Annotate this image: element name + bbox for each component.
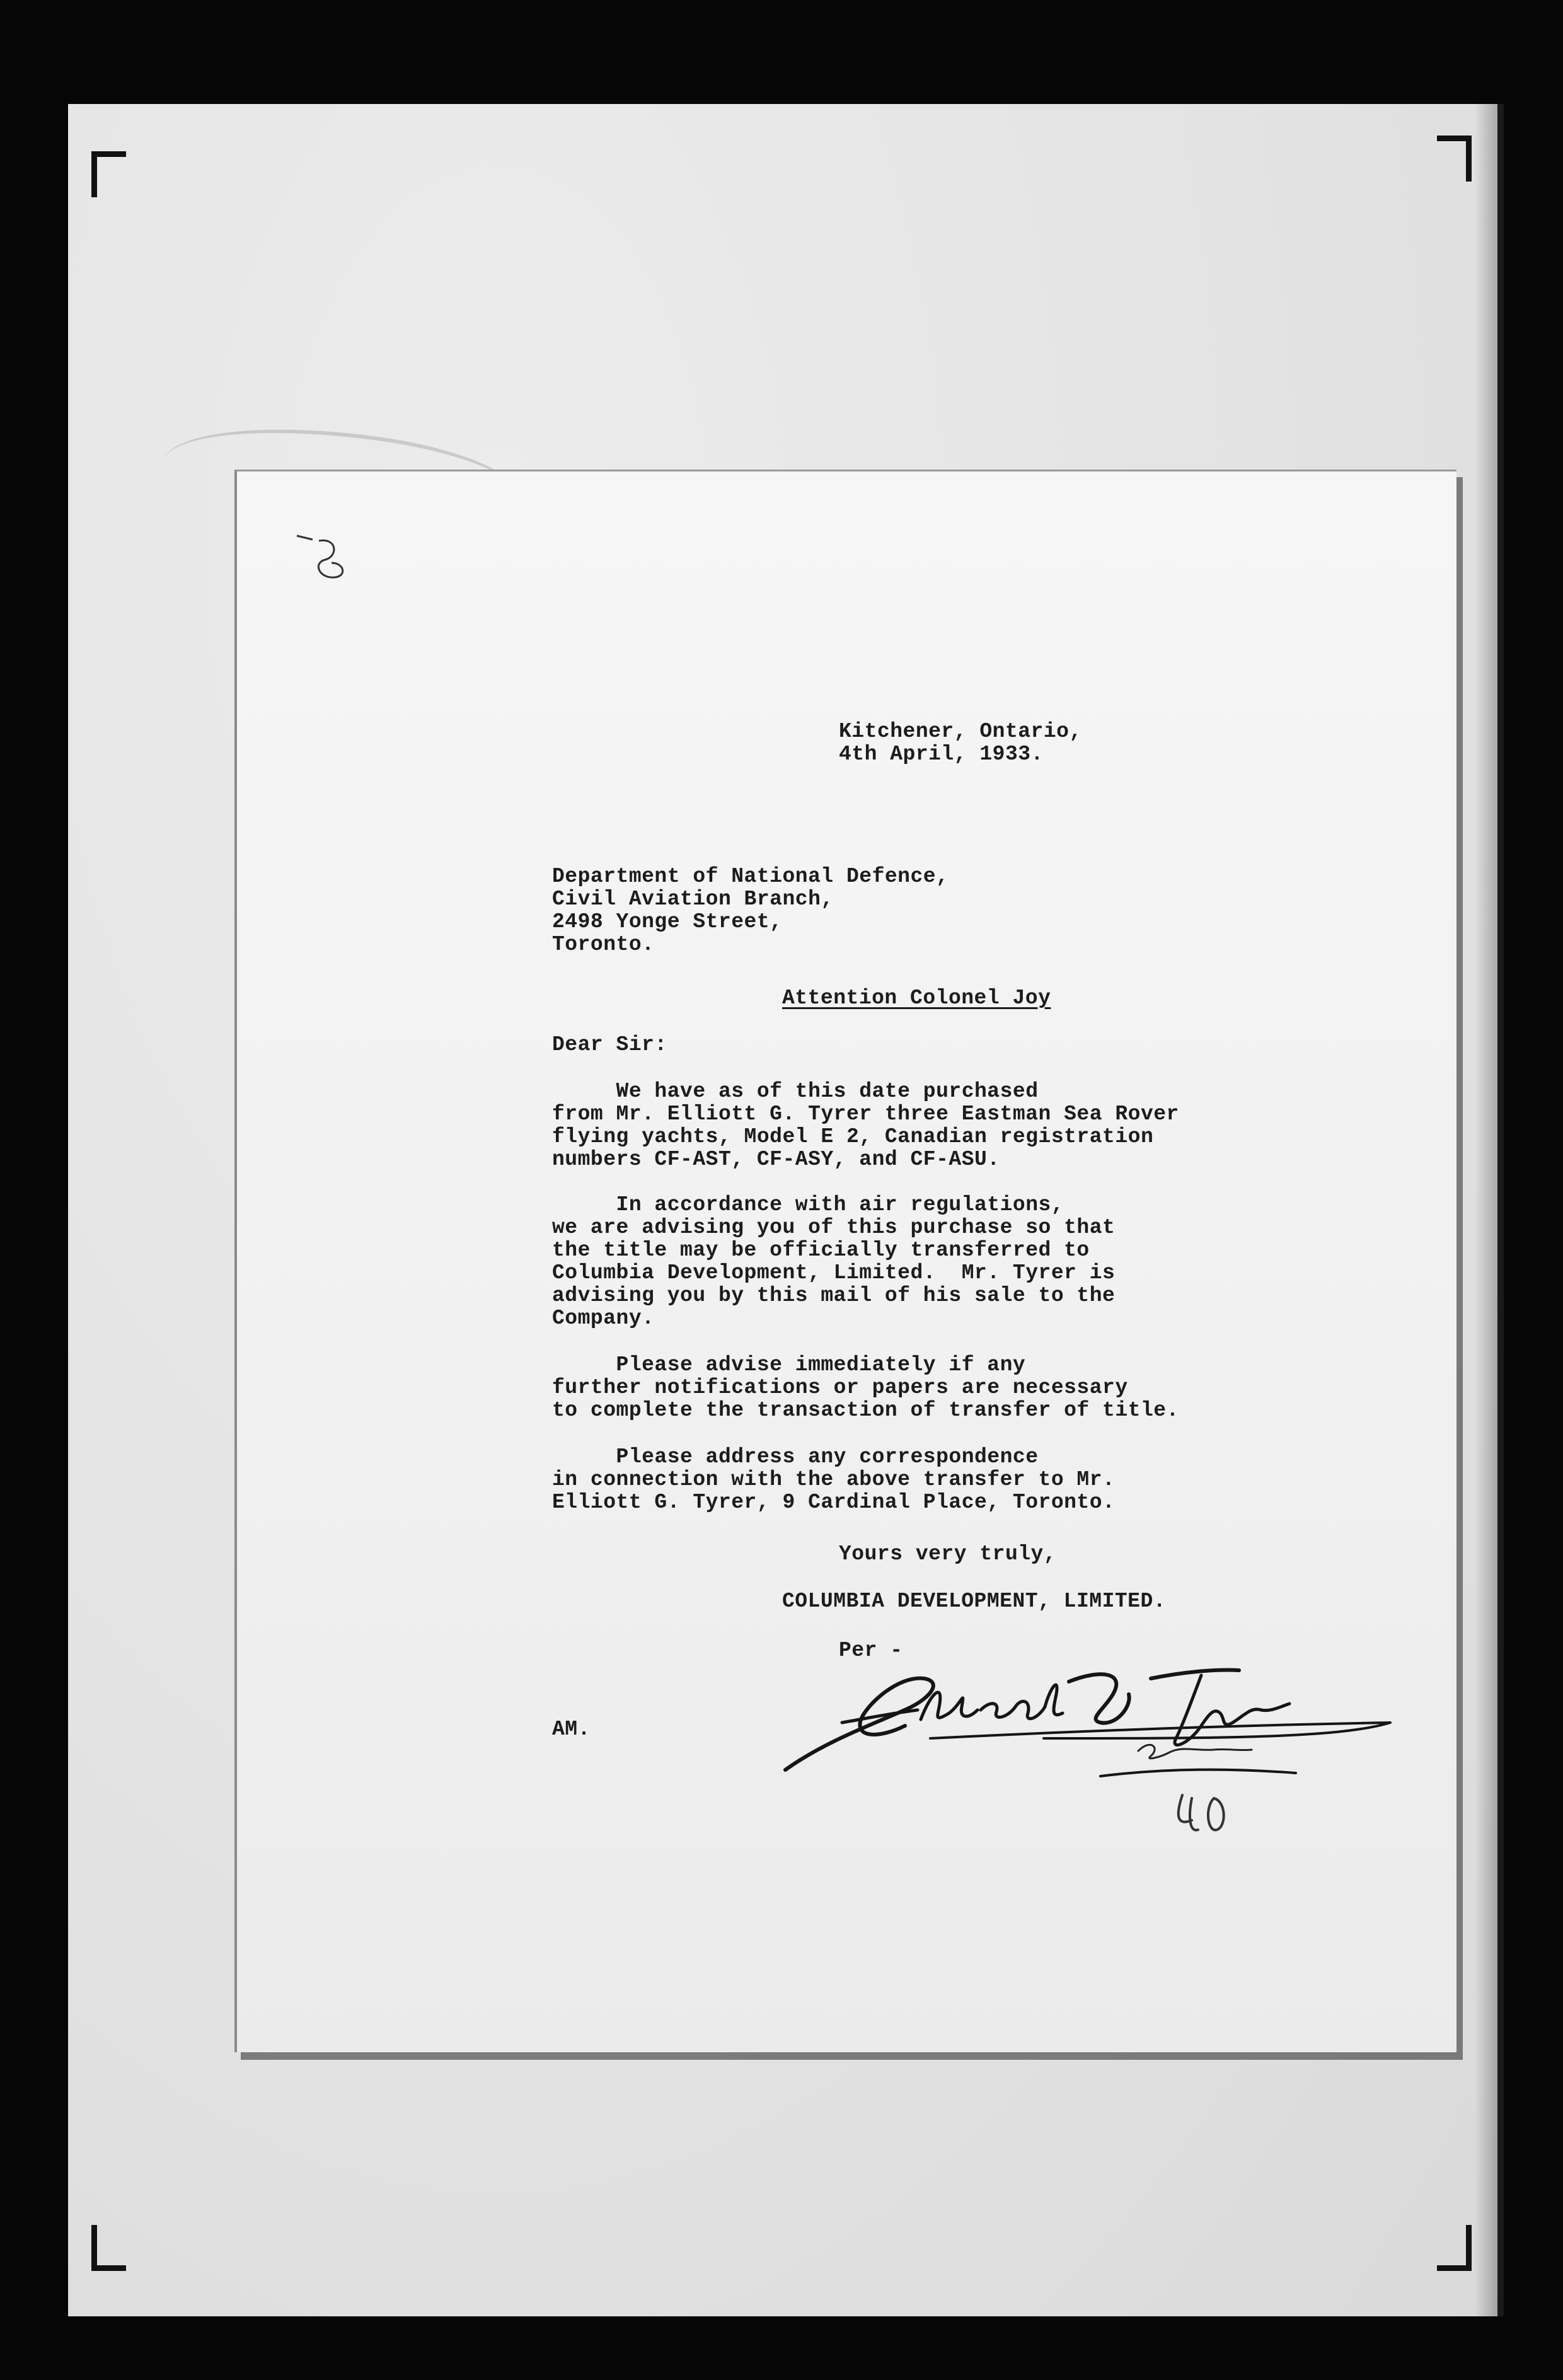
attention-line: Attention Colonel Joy — [782, 986, 1051, 1010]
paragraph-line: advising you by this mail of his sale to the — [552, 1284, 1116, 1307]
handwritten-signature — [773, 1644, 1403, 1852]
recipient-line: Department of National Defence, — [552, 865, 949, 888]
crop-mark-bottom-right — [1437, 2225, 1472, 2271]
paragraph-line: the title may be officially transferred to — [552, 1239, 1090, 1262]
letter-date: 4th April, 1933. — [839, 742, 1044, 766]
crop-mark-top-right — [1437, 136, 1472, 182]
margin-note-mark — [294, 528, 350, 585]
paragraph-line: further notifications or papers are necessary — [552, 1376, 1128, 1399]
paragraph-line: Please address any correspondence — [552, 1445, 1039, 1469]
paragraph-line: We have as of this date purchased — [552, 1080, 1039, 1103]
paragraph-line: Please advise immediately if any — [552, 1353, 1026, 1377]
paragraph-line: from Mr. Elliott G. Tyrer three Eastman Sea Rover — [552, 1102, 1179, 1126]
paragraph-line: numbers CF-AST, CF-ASY, and CF-ASU. — [552, 1148, 1000, 1171]
recipient-line: 2498 Yonge Street, — [552, 910, 783, 933]
typist-initials: AM. — [552, 1718, 591, 1741]
letter-sheet — [234, 470, 1456, 2052]
mount-shadow — [1475, 104, 1497, 2316]
company-name: COLUMBIA DEVELOPMENT, LIMITED. — [782, 1590, 1167, 1613]
paragraph-line: flying yachts, Model E 2, Canadian registration — [552, 1125, 1154, 1148]
closing: Yours very truly, — [839, 1542, 1057, 1566]
paragraph-line: to complete the transaction of transfer of title. — [552, 1399, 1179, 1422]
paragraph-line: Company. — [552, 1307, 655, 1330]
paragraph-line: Elliott G. Tyrer, 9 Cardinal Place, Toronto. — [552, 1491, 1116, 1514]
crop-mark-bottom-left — [91, 2225, 126, 2271]
paragraph-line: In accordance with air regulations, — [552, 1193, 1064, 1216]
per-label: Per - — [839, 1639, 903, 1662]
paragraph-line: in connection with the above transfer to Mr. — [552, 1468, 1116, 1491]
letter-place: Kitchener, Ontario, — [839, 720, 1082, 743]
recipient-line: Civil Aviation Branch, — [552, 887, 834, 911]
recipient-line: Toronto. — [552, 933, 655, 956]
salutation: Dear Sir: — [552, 1033, 667, 1056]
crop-mark-top-left — [91, 151, 126, 197]
paragraph-line: Columbia Development, Limited. Mr. Tyrer is — [552, 1261, 1116, 1285]
paragraph-line: we are advising you of this purchase so that — [552, 1216, 1116, 1239]
